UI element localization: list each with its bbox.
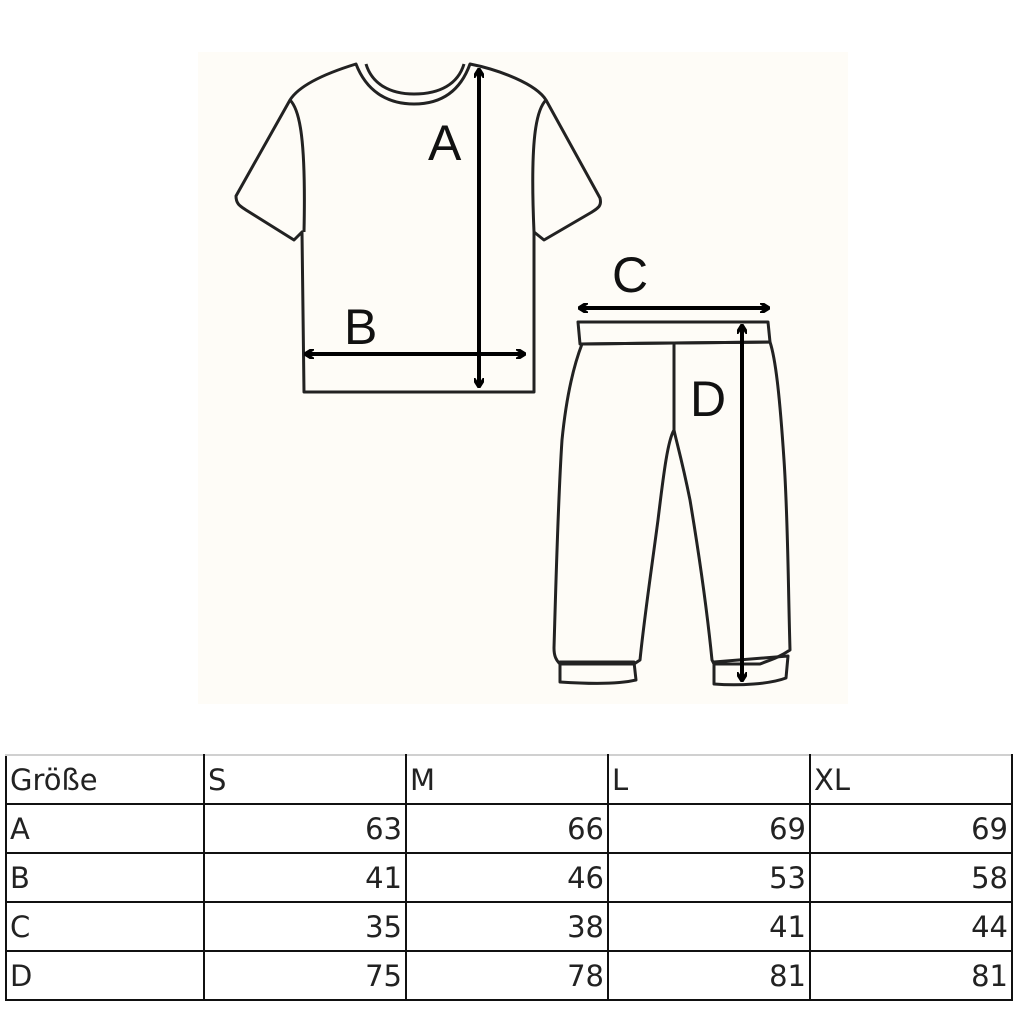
table-row [6, 902, 1012, 951]
table-cell: 35 [204, 902, 406, 951]
table-cell: 81 [608, 951, 810, 1000]
table-cell: 69 [810, 804, 1012, 853]
table-cell: 41 [608, 902, 810, 951]
header-cell: XL [810, 755, 1012, 804]
table-row [6, 951, 1012, 1000]
label-b: B [344, 299, 378, 355]
header-cell: Größe [6, 755, 204, 804]
pants-icon [554, 322, 790, 685]
table-cell: 38 [406, 902, 608, 951]
header-cell: M [406, 755, 608, 804]
table-row [6, 804, 1012, 853]
table-cell: 44 [810, 902, 1012, 951]
table-cell: 63 [204, 804, 406, 853]
table-cell: 78 [406, 951, 608, 1000]
table-cell: 46 [406, 853, 608, 902]
label-d: D [690, 371, 727, 427]
table-cell: 41 [204, 853, 406, 902]
label-a: A [428, 115, 462, 171]
header-cell: L [608, 755, 810, 804]
table-cell: 75 [204, 951, 406, 1000]
tshirt-icon [236, 64, 601, 392]
label-c: C [612, 247, 649, 303]
table-header-row [6, 755, 1012, 804]
table-cell: 66 [406, 804, 608, 853]
table-cell: 69 [608, 804, 810, 853]
header-cell: S [204, 755, 406, 804]
table-cell: 53 [608, 853, 810, 902]
row-label: B [6, 853, 204, 902]
row-label: D [6, 951, 204, 1000]
row-label: C [6, 902, 204, 951]
table-cell: 58 [810, 853, 1012, 902]
table-cell: 81 [810, 951, 1012, 1000]
size-table [5, 754, 1013, 1001]
row-label: A [6, 804, 204, 853]
table-row [6, 853, 1012, 902]
